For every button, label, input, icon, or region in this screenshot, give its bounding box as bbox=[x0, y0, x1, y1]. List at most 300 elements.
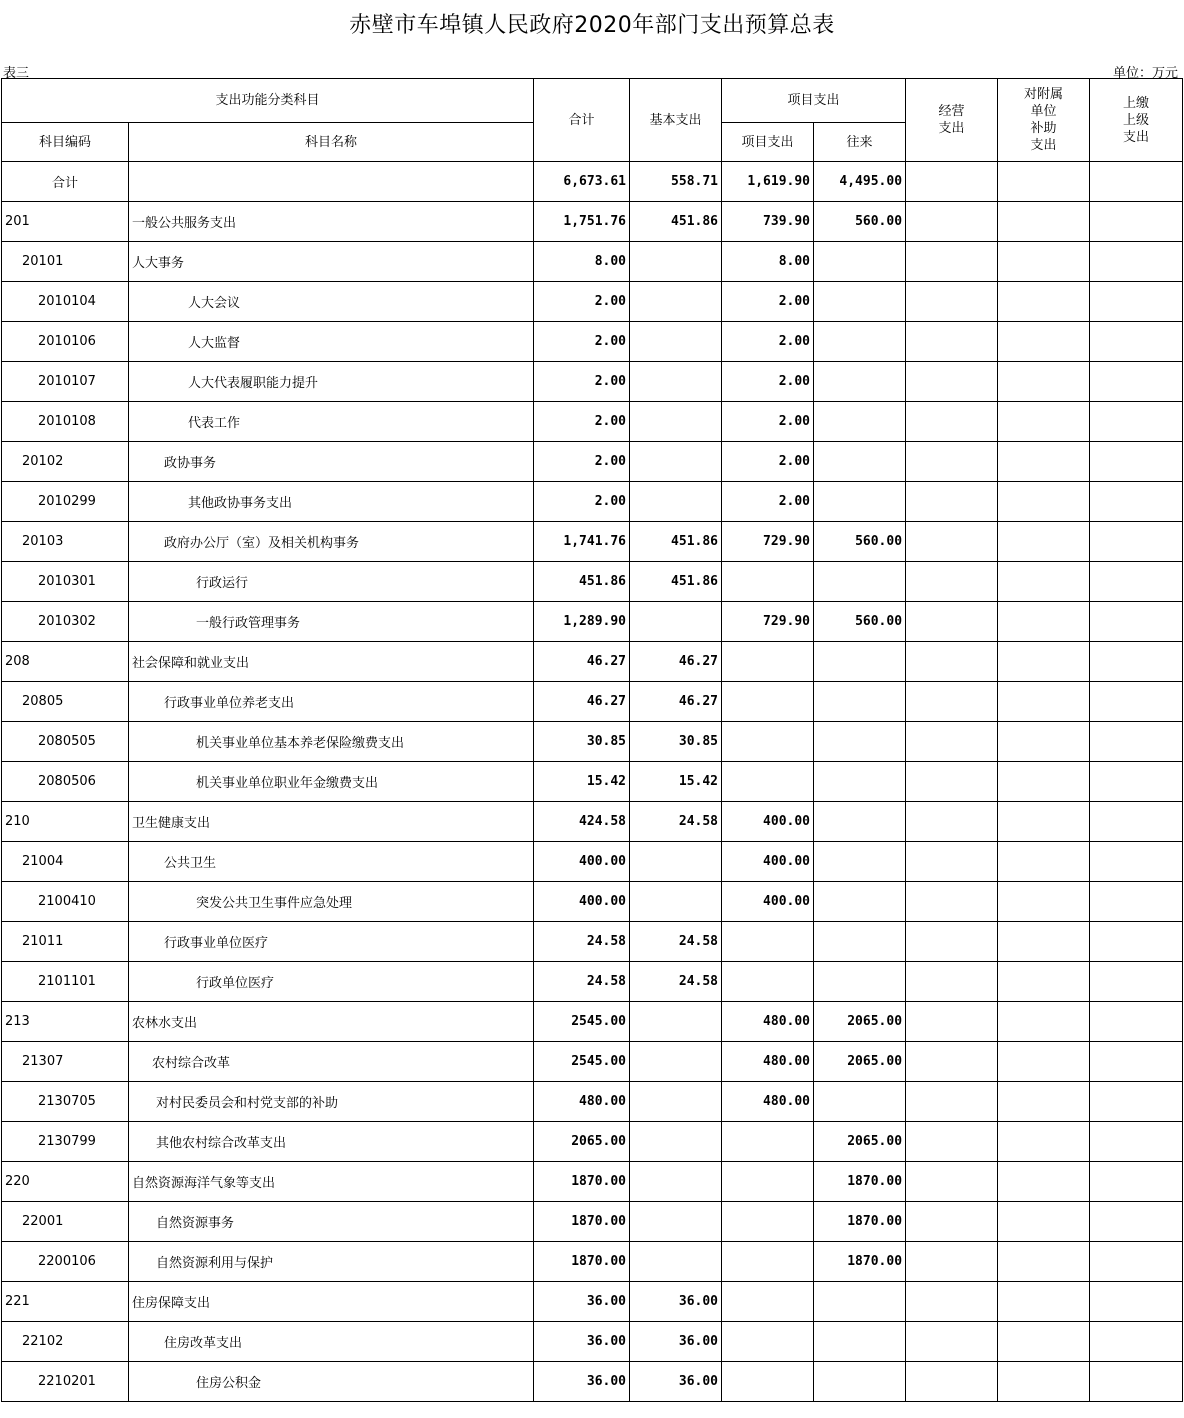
subsidy-cell bbox=[998, 562, 1090, 602]
upper-cell bbox=[1090, 482, 1183, 522]
header-transfer: 往来 bbox=[814, 123, 906, 162]
total-cell: 480.00 bbox=[534, 1082, 630, 1122]
name-cell: 其他政协事务支出 bbox=[129, 482, 534, 522]
transfer-cell bbox=[814, 362, 906, 402]
business-cell bbox=[906, 1282, 998, 1322]
code-cell: 2010106 bbox=[2, 322, 129, 362]
header-upper: 上缴 上级 支出 bbox=[1090, 79, 1183, 162]
transfer-cell bbox=[814, 642, 906, 682]
table-row bbox=[2, 762, 1183, 802]
transfer-cell: 2065.00 bbox=[814, 1002, 906, 1042]
basic-cell: 451.86 bbox=[630, 522, 722, 562]
code-cell: 2200106 bbox=[2, 1242, 129, 1282]
business-cell bbox=[906, 1042, 998, 1082]
name-cell: 代表工作 bbox=[129, 402, 534, 442]
basic-cell bbox=[630, 1042, 722, 1082]
table-row bbox=[2, 522, 1183, 562]
basic-cell bbox=[630, 322, 722, 362]
total-business bbox=[906, 162, 998, 202]
transfer-cell bbox=[814, 962, 906, 1002]
project-cell: 729.90 bbox=[722, 602, 814, 642]
upper-cell bbox=[1090, 242, 1183, 282]
subsidy-cell bbox=[998, 1082, 1090, 1122]
business-cell bbox=[906, 722, 998, 762]
table-row bbox=[2, 682, 1183, 722]
table-row bbox=[2, 442, 1183, 482]
upper-cell bbox=[1090, 202, 1183, 242]
name-cell: 行政事业单位养老支出 bbox=[129, 682, 534, 722]
code-cell: 21004 bbox=[2, 842, 129, 882]
name-cell: 突发公共卫生事件应急处理 bbox=[129, 882, 534, 922]
business-cell bbox=[906, 202, 998, 242]
total-cell: 24.58 bbox=[534, 962, 630, 1002]
table-row bbox=[2, 562, 1183, 602]
transfer-cell: 560.00 bbox=[814, 602, 906, 642]
transfer-cell bbox=[814, 1282, 906, 1322]
header-name: 科目名称 bbox=[129, 123, 534, 162]
upper-cell bbox=[1090, 282, 1183, 322]
name-cell: 其他农村综合改革支出 bbox=[129, 1122, 534, 1162]
transfer-cell bbox=[814, 1082, 906, 1122]
project-cell: 2.00 bbox=[722, 482, 814, 522]
business-cell bbox=[906, 1362, 998, 1402]
upper-cell bbox=[1090, 522, 1183, 562]
subsidy-cell bbox=[998, 722, 1090, 762]
business-cell bbox=[906, 602, 998, 642]
table-row bbox=[2, 962, 1183, 1002]
name-cell: 人大会议 bbox=[129, 282, 534, 322]
business-cell bbox=[906, 1002, 998, 1042]
subsidy-cell bbox=[998, 1362, 1090, 1402]
business-cell bbox=[906, 1122, 998, 1162]
business-cell bbox=[906, 482, 998, 522]
basic-cell bbox=[630, 442, 722, 482]
table-row bbox=[2, 282, 1183, 322]
total-sum: 6,673.61 bbox=[534, 162, 630, 202]
project-cell: 2.00 bbox=[722, 362, 814, 402]
total-row bbox=[2, 162, 1183, 202]
basic-cell bbox=[630, 602, 722, 642]
basic-cell bbox=[630, 1122, 722, 1162]
code-cell: 2010107 bbox=[2, 362, 129, 402]
total-cell: 2545.00 bbox=[534, 1002, 630, 1042]
business-cell bbox=[906, 962, 998, 1002]
basic-cell bbox=[630, 882, 722, 922]
total-cell: 2.00 bbox=[534, 442, 630, 482]
name-cell: 卫生健康支出 bbox=[129, 802, 534, 842]
table-row bbox=[2, 1322, 1183, 1362]
total-transfer: 4,495.00 bbox=[814, 162, 906, 202]
subsidy-cell bbox=[998, 642, 1090, 682]
name-cell: 行政事业单位医疗 bbox=[129, 922, 534, 962]
basic-cell: 30.85 bbox=[630, 722, 722, 762]
table-row bbox=[2, 1282, 1183, 1322]
subsidy-cell bbox=[998, 602, 1090, 642]
total-cell: 2545.00 bbox=[534, 1042, 630, 1082]
code-cell: 2130705 bbox=[2, 1082, 129, 1122]
name-cell: 一般公共服务支出 bbox=[129, 202, 534, 242]
project-cell bbox=[722, 1162, 814, 1202]
project-cell bbox=[722, 1202, 814, 1242]
upper-cell bbox=[1090, 1162, 1183, 1202]
transfer-cell: 560.00 bbox=[814, 202, 906, 242]
transfer-cell bbox=[814, 282, 906, 322]
basic-cell: 36.00 bbox=[630, 1322, 722, 1362]
subsidy-cell bbox=[998, 802, 1090, 842]
upper-cell bbox=[1090, 922, 1183, 962]
table-row bbox=[2, 1042, 1183, 1082]
upper-cell bbox=[1090, 722, 1183, 762]
business-cell bbox=[906, 562, 998, 602]
code-cell: 2010301 bbox=[2, 562, 129, 602]
code-cell: 213 bbox=[2, 1002, 129, 1042]
code-cell: 208 bbox=[2, 642, 129, 682]
code-cell: 220 bbox=[2, 1162, 129, 1202]
total-cell: 2.00 bbox=[534, 282, 630, 322]
subsidy-cell bbox=[998, 922, 1090, 962]
table-row bbox=[2, 1362, 1183, 1402]
upper-cell bbox=[1090, 802, 1183, 842]
table-row bbox=[2, 802, 1183, 842]
upper-cell bbox=[1090, 602, 1183, 642]
name-cell: 机关事业单位基本养老保险缴费支出 bbox=[129, 722, 534, 762]
header-project: 项目支出 bbox=[722, 123, 814, 162]
subsidy-cell bbox=[998, 282, 1090, 322]
basic-cell bbox=[630, 482, 722, 522]
project-cell bbox=[722, 642, 814, 682]
total-name-cell bbox=[129, 162, 534, 202]
project-cell bbox=[722, 1322, 814, 1362]
subsidy-cell bbox=[998, 1042, 1090, 1082]
upper-cell bbox=[1090, 642, 1183, 682]
code-cell: 2010299 bbox=[2, 482, 129, 522]
business-cell bbox=[906, 1162, 998, 1202]
page-title: 赤壁市车埠镇人民政府2020年部门支出预算总表 bbox=[349, 13, 835, 38]
business-cell bbox=[906, 842, 998, 882]
business-cell bbox=[906, 682, 998, 722]
header-subsidy: 对附属 单位 补助 支出 bbox=[998, 79, 1090, 162]
total-cell: 8.00 bbox=[534, 242, 630, 282]
name-cell: 政协事务 bbox=[129, 442, 534, 482]
table-row bbox=[2, 402, 1183, 442]
table-row bbox=[2, 642, 1183, 682]
project-cell: 739.90 bbox=[722, 202, 814, 242]
project-cell: 480.00 bbox=[722, 1002, 814, 1042]
total-cell: 36.00 bbox=[534, 1322, 630, 1362]
business-cell bbox=[906, 282, 998, 322]
upper-cell bbox=[1090, 442, 1183, 482]
subsidy-cell bbox=[998, 1322, 1090, 1362]
subsidy-cell bbox=[998, 322, 1090, 362]
upper-cell bbox=[1090, 1002, 1183, 1042]
name-cell: 政府办公厅（室）及相关机构事务 bbox=[129, 522, 534, 562]
business-cell bbox=[906, 802, 998, 842]
subsidy-cell bbox=[998, 1282, 1090, 1322]
code-cell: 2010108 bbox=[2, 402, 129, 442]
name-cell: 农林水支出 bbox=[129, 1002, 534, 1042]
transfer-cell: 1870.00 bbox=[814, 1242, 906, 1282]
header-func-class: 支出功能分类科目 bbox=[2, 79, 534, 123]
business-cell bbox=[906, 642, 998, 682]
name-cell: 住房保障支出 bbox=[129, 1282, 534, 1322]
business-cell bbox=[906, 442, 998, 482]
transfer-cell bbox=[814, 722, 906, 762]
subsidy-cell bbox=[998, 242, 1090, 282]
upper-cell bbox=[1090, 1322, 1183, 1362]
project-cell: 400.00 bbox=[722, 802, 814, 842]
transfer-cell bbox=[814, 922, 906, 962]
project-cell: 2.00 bbox=[722, 442, 814, 482]
basic-cell bbox=[630, 362, 722, 402]
upper-cell bbox=[1090, 682, 1183, 722]
transfer-cell bbox=[814, 562, 906, 602]
subsidy-cell bbox=[998, 1002, 1090, 1042]
subsidy-cell bbox=[998, 362, 1090, 402]
upper-cell bbox=[1090, 1042, 1183, 1082]
code-cell: 21011 bbox=[2, 922, 129, 962]
subsidy-cell bbox=[998, 202, 1090, 242]
table-row bbox=[2, 1242, 1183, 1282]
name-cell: 对村民委员会和村党支部的补助 bbox=[129, 1082, 534, 1122]
total-project: 1,619.90 bbox=[722, 162, 814, 202]
code-cell: 2010302 bbox=[2, 602, 129, 642]
code-cell: 22001 bbox=[2, 1202, 129, 1242]
table-row bbox=[2, 1162, 1183, 1202]
business-cell bbox=[906, 402, 998, 442]
transfer-cell: 2065.00 bbox=[814, 1042, 906, 1082]
business-cell bbox=[906, 242, 998, 282]
total-cell: 1870.00 bbox=[534, 1242, 630, 1282]
table-row bbox=[2, 1002, 1183, 1042]
upper-cell bbox=[1090, 362, 1183, 402]
transfer-cell bbox=[814, 1362, 906, 1402]
total-cell: 24.58 bbox=[534, 922, 630, 962]
project-cell bbox=[722, 1242, 814, 1282]
transfer-cell bbox=[814, 242, 906, 282]
upper-cell bbox=[1090, 1282, 1183, 1322]
transfer-cell bbox=[814, 682, 906, 722]
code-cell: 20101 bbox=[2, 242, 129, 282]
name-cell: 人大监督 bbox=[129, 322, 534, 362]
name-cell: 一般行政管理事务 bbox=[129, 602, 534, 642]
project-cell bbox=[722, 682, 814, 722]
upper-cell bbox=[1090, 762, 1183, 802]
transfer-cell bbox=[814, 762, 906, 802]
total-cell: 2.00 bbox=[534, 402, 630, 442]
upper-cell bbox=[1090, 842, 1183, 882]
basic-cell bbox=[630, 1242, 722, 1282]
table-row bbox=[2, 362, 1183, 402]
transfer-cell bbox=[814, 882, 906, 922]
subsidy-cell bbox=[998, 482, 1090, 522]
total-cell: 400.00 bbox=[534, 882, 630, 922]
table-row bbox=[2, 322, 1183, 362]
total-cell: 400.00 bbox=[534, 842, 630, 882]
transfer-cell bbox=[814, 322, 906, 362]
subsidy-cell bbox=[998, 1122, 1090, 1162]
code-cell: 2100410 bbox=[2, 882, 129, 922]
code-cell: 2080505 bbox=[2, 722, 129, 762]
upper-cell bbox=[1090, 562, 1183, 602]
basic-cell: 24.58 bbox=[630, 922, 722, 962]
header-basic: 基本支出 bbox=[630, 79, 722, 162]
project-cell: 400.00 bbox=[722, 882, 814, 922]
header-total: 合计 bbox=[534, 79, 630, 162]
subsidy-cell bbox=[998, 1162, 1090, 1202]
total-upper bbox=[1090, 162, 1183, 202]
total-cell: 46.27 bbox=[534, 642, 630, 682]
budget-table bbox=[1, 78, 1183, 1402]
code-cell: 21307 bbox=[2, 1042, 129, 1082]
name-cell: 公共卫生 bbox=[129, 842, 534, 882]
project-cell: 2.00 bbox=[722, 282, 814, 322]
table-row bbox=[2, 242, 1183, 282]
subsidy-cell bbox=[998, 762, 1090, 802]
basic-cell: 24.58 bbox=[630, 962, 722, 1002]
upper-cell bbox=[1090, 962, 1183, 1002]
table-row bbox=[2, 482, 1183, 522]
total-cell: 451.86 bbox=[534, 562, 630, 602]
total-cell: 2.00 bbox=[534, 322, 630, 362]
basic-cell bbox=[630, 282, 722, 322]
total-cell: 2065.00 bbox=[534, 1122, 630, 1162]
name-cell: 农村综合改革 bbox=[129, 1042, 534, 1082]
name-cell: 住房改革支出 bbox=[129, 1322, 534, 1362]
basic-cell bbox=[630, 842, 722, 882]
basic-cell bbox=[630, 1202, 722, 1242]
project-cell: 480.00 bbox=[722, 1082, 814, 1122]
total-cell: 2.00 bbox=[534, 482, 630, 522]
business-cell bbox=[906, 362, 998, 402]
basic-cell: 451.86 bbox=[630, 202, 722, 242]
table-row bbox=[2, 842, 1183, 882]
project-cell: 729.90 bbox=[722, 522, 814, 562]
basic-cell bbox=[630, 402, 722, 442]
business-cell bbox=[906, 1242, 998, 1282]
total-cell: 424.58 bbox=[534, 802, 630, 842]
transfer-cell bbox=[814, 402, 906, 442]
subsidy-cell bbox=[998, 842, 1090, 882]
name-cell: 人大代表履职能力提升 bbox=[129, 362, 534, 402]
upper-cell bbox=[1090, 1202, 1183, 1242]
total-cell: 36.00 bbox=[534, 1282, 630, 1322]
business-cell bbox=[906, 762, 998, 802]
header-code: 科目编码 bbox=[2, 123, 129, 162]
project-cell bbox=[722, 722, 814, 762]
upper-cell bbox=[1090, 1242, 1183, 1282]
project-cell bbox=[722, 562, 814, 602]
unit-label: 单位：万元 bbox=[1112, 66, 1178, 81]
code-cell: 210 bbox=[2, 802, 129, 842]
transfer-cell: 1870.00 bbox=[814, 1202, 906, 1242]
total-cell: 1,289.90 bbox=[534, 602, 630, 642]
code-cell: 2010104 bbox=[2, 282, 129, 322]
sheet-number: 表三 bbox=[3, 66, 30, 81]
total-label: 合计 bbox=[2, 162, 129, 202]
business-cell bbox=[906, 322, 998, 362]
transfer-cell: 1870.00 bbox=[814, 1162, 906, 1202]
subsidy-cell bbox=[998, 522, 1090, 562]
code-cell: 20102 bbox=[2, 442, 129, 482]
basic-cell: 451.86 bbox=[630, 562, 722, 602]
project-cell bbox=[722, 922, 814, 962]
total-cell: 1,741.76 bbox=[534, 522, 630, 562]
upper-cell bbox=[1090, 322, 1183, 362]
basic-cell bbox=[630, 1002, 722, 1042]
basic-cell bbox=[630, 242, 722, 282]
code-cell: 20103 bbox=[2, 522, 129, 562]
name-cell: 社会保障和就业支出 bbox=[129, 642, 534, 682]
name-cell: 行政单位医疗 bbox=[129, 962, 534, 1002]
transfer-cell bbox=[814, 802, 906, 842]
code-cell: 20805 bbox=[2, 682, 129, 722]
transfer-cell bbox=[814, 442, 906, 482]
upper-cell bbox=[1090, 1082, 1183, 1122]
table-row bbox=[2, 722, 1183, 762]
business-cell bbox=[906, 1202, 998, 1242]
upper-cell bbox=[1090, 1122, 1183, 1162]
header-project-group: 项目支出 bbox=[722, 79, 906, 123]
project-cell: 2.00 bbox=[722, 322, 814, 362]
subsidy-cell bbox=[998, 682, 1090, 722]
transfer-cell: 2065.00 bbox=[814, 1122, 906, 1162]
name-cell: 机关事业单位职业年金缴费支出 bbox=[129, 762, 534, 802]
header-business: 经营 支出 bbox=[906, 79, 998, 162]
total-cell: 36.00 bbox=[534, 1362, 630, 1402]
transfer-cell bbox=[814, 482, 906, 522]
subsidy-cell bbox=[998, 962, 1090, 1002]
project-cell: 2.00 bbox=[722, 402, 814, 442]
basic-cell bbox=[630, 1162, 722, 1202]
table-row bbox=[2, 882, 1183, 922]
transfer-cell bbox=[814, 842, 906, 882]
subsidy-cell bbox=[998, 1242, 1090, 1282]
total-cell: 46.27 bbox=[534, 682, 630, 722]
basic-cell: 24.58 bbox=[630, 802, 722, 842]
table-row bbox=[2, 202, 1183, 242]
basic-cell: 15.42 bbox=[630, 762, 722, 802]
subsidy-cell bbox=[998, 442, 1090, 482]
business-cell bbox=[906, 882, 998, 922]
name-cell: 自然资源海洋气象等支出 bbox=[129, 1162, 534, 1202]
business-cell bbox=[906, 522, 998, 562]
total-cell: 1870.00 bbox=[534, 1202, 630, 1242]
basic-cell: 46.27 bbox=[630, 682, 722, 722]
project-cell bbox=[722, 1122, 814, 1162]
business-cell bbox=[906, 1322, 998, 1362]
business-cell bbox=[906, 922, 998, 962]
table-row bbox=[2, 922, 1183, 962]
upper-cell bbox=[1090, 1362, 1183, 1402]
name-cell: 行政运行 bbox=[129, 562, 534, 602]
code-cell: 201 bbox=[2, 202, 129, 242]
code-cell: 2210201 bbox=[2, 1362, 129, 1402]
total-cell: 1,751.76 bbox=[534, 202, 630, 242]
transfer-cell bbox=[814, 1322, 906, 1362]
total-subsidy bbox=[998, 162, 1090, 202]
table-row bbox=[2, 1202, 1183, 1242]
total-cell: 2.00 bbox=[534, 362, 630, 402]
upper-cell bbox=[1090, 402, 1183, 442]
name-cell: 自然资源事务 bbox=[129, 1202, 534, 1242]
basic-cell bbox=[630, 1082, 722, 1122]
table-row bbox=[2, 1082, 1183, 1122]
business-cell bbox=[906, 1082, 998, 1122]
code-cell: 2101101 bbox=[2, 962, 129, 1002]
total-cell: 30.85 bbox=[534, 722, 630, 762]
project-cell: 480.00 bbox=[722, 1042, 814, 1082]
total-cell: 1870.00 bbox=[534, 1162, 630, 1202]
